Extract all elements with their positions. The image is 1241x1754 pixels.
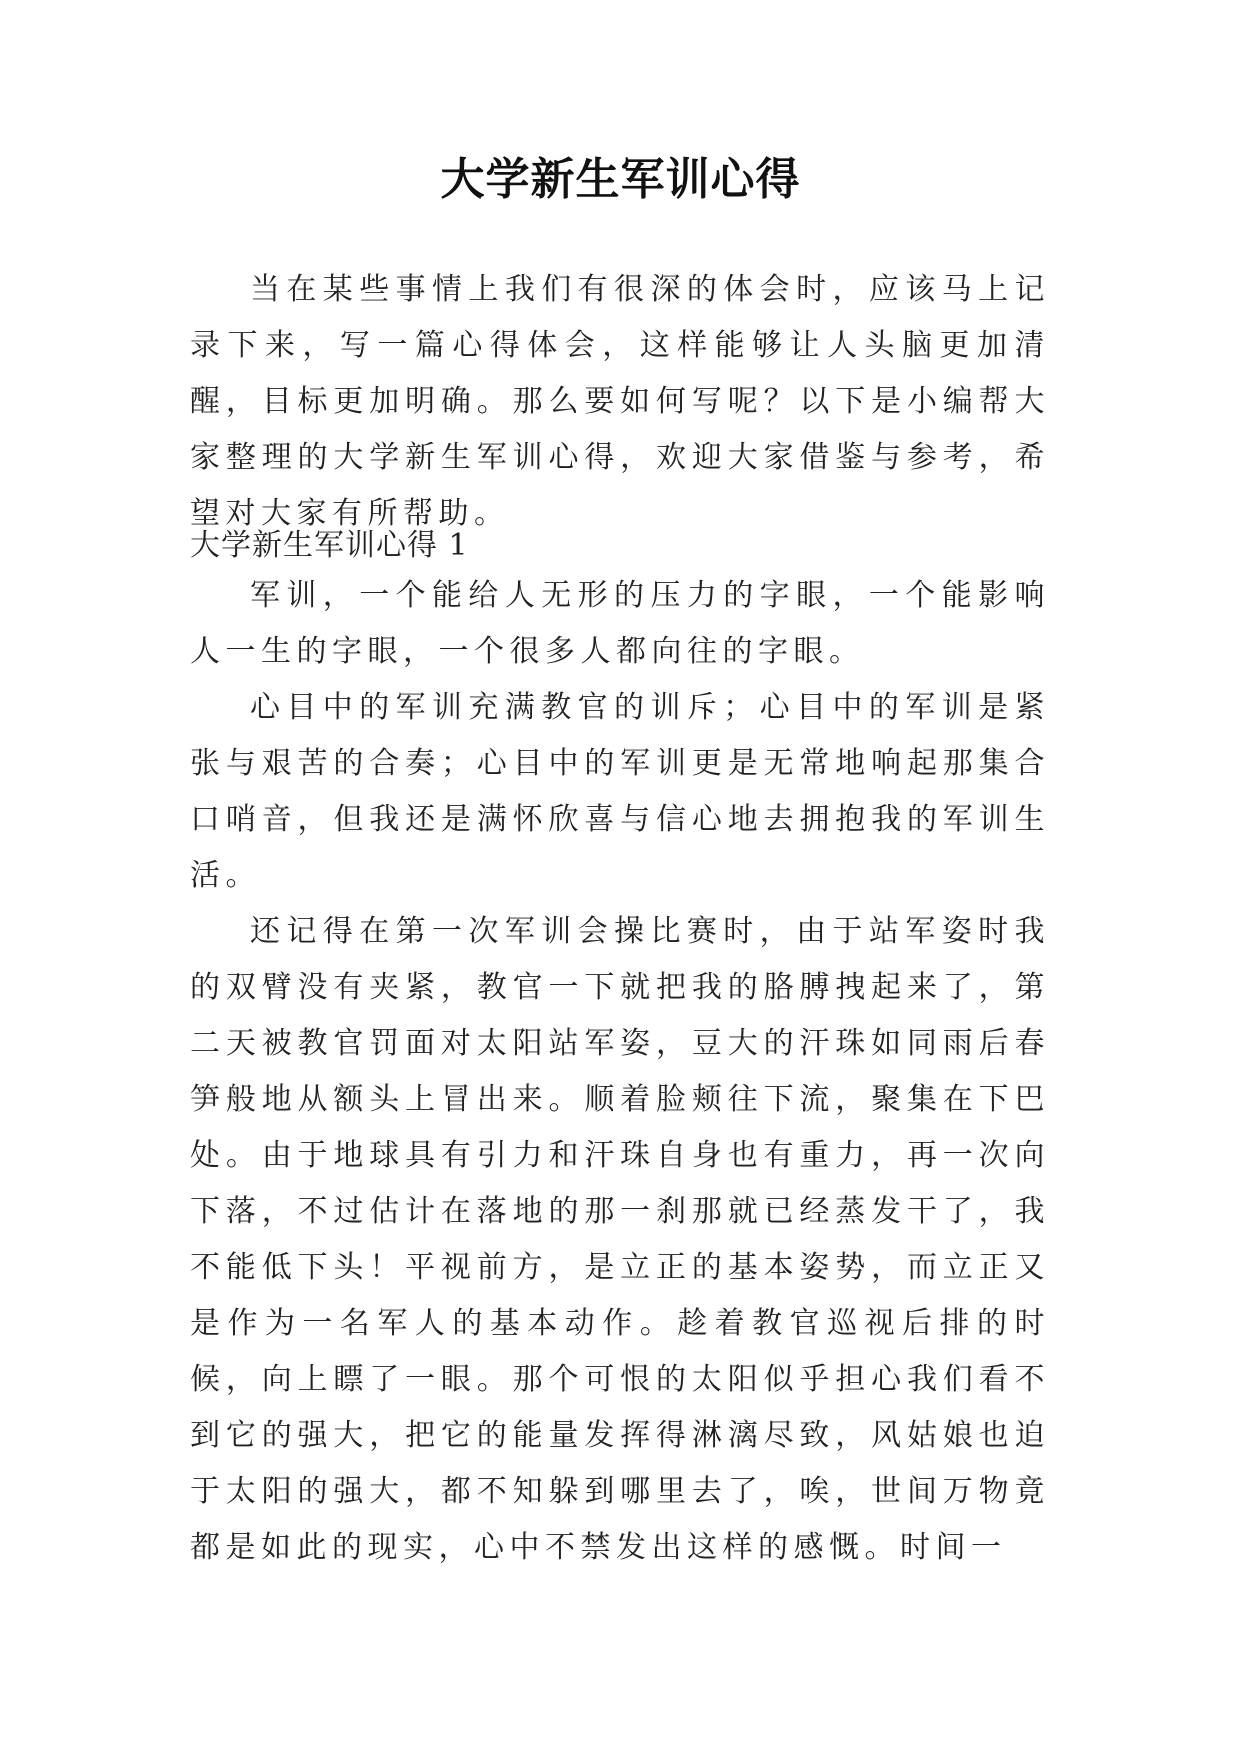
intro-paragraph: 当在某些事情上我们有很深的体会时，应该马上记录下来，写一篇心得体会，这样能够让人头脑更加清醒，目标更加明确。那么要如何写呢？以下是小编帮大家整理的大学新生军训心得，欢迎大家借鉴与参考，希望对大家有所帮助。 (190, 272, 1050, 531)
intro-block (190, 262, 1050, 542)
body-paragraph-1: 军训，一个能给人无形的压力的字眼，一个能影响人一生的字眼，一个很多人都向往的字眼。 (190, 578, 1050, 669)
body-paragraph-3: 还记得在第一次军训会操比赛时，由于站军姿时我的双臂没有夹紧，教官一下就把我的胳膊拽起来了，第二天被教官罚面对太阳站军姿，豆大的汗珠如同雨后春笋般地从额头上冒出来。顺着脸颊往下流，聚集在下巴处。由于地球具有引力和汗珠自身也有重力，再一次向下落，不过估计在落地的那一刹那就已经蒸发干了，我不能低下头！平视前方，是立正的基本姿势，而立正又是作为一名军人的基本动作。趁着教官巡视后排的时候，向上瞟了一眼。那个可恨的太阳似乎担心我们看不到它的强大，把它的能量发挥得淋漓尽致，风姑娘也迫于太阳的强大，都不知躲到哪里去了，唉，世间万物竟都是如此的现实，心中不禁发出这样的感慨。时间一 (190, 914, 1050, 1565)
section-body (190, 568, 1050, 1576)
section-heading: 大学新生军训心得 1 (190, 528, 469, 563)
body-paragraph-2: 心目中的军训充满教官的训斥；心目中的军训是紧张与艰苦的合奏；心目中的军训更是无常地响起那集合口哨音，但我还是满怀欣喜与信心地去拥抱我的军训生活。 (190, 690, 1050, 893)
document-title: 大学新生军训心得 (440, 154, 801, 205)
